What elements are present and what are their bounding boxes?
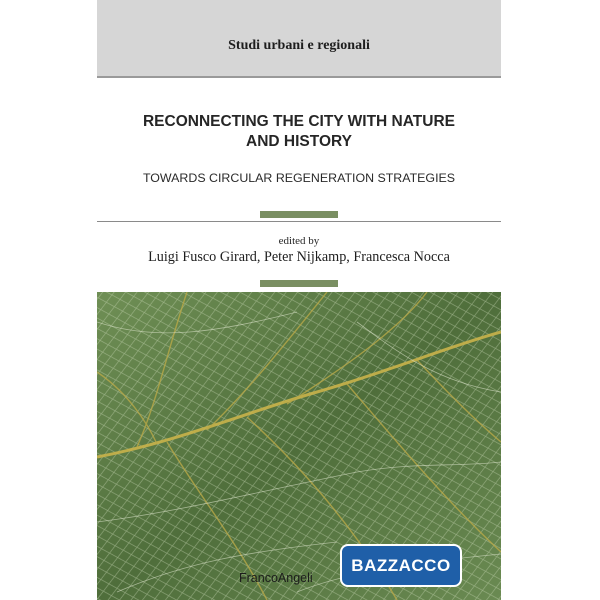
book-subtitle: TOWARDS CIRCULAR REGENERATION STRATEGIES [142,171,456,185]
book-title-line-1: RECONNECTING THE CITY WITH NATURE [142,113,455,130]
editors-names: Luigi Fusco Girard, Peter Nijkamp, Francesca Nocca [148,249,450,265]
accent-bar-bottom [260,280,338,287]
book-cover [97,0,501,600]
publisher-name: FrancoAngeli [239,571,313,585]
book-title [117,112,481,152]
edited-by-label: edited by [278,235,320,247]
series-name: Studi urbani e regionali [228,38,370,53]
accent-bar-top [260,211,338,218]
bazzacco-badge: BAZZACCO [340,544,462,587]
book-title-line-2: AND HISTORY [246,133,352,150]
divider-line [97,221,501,222]
